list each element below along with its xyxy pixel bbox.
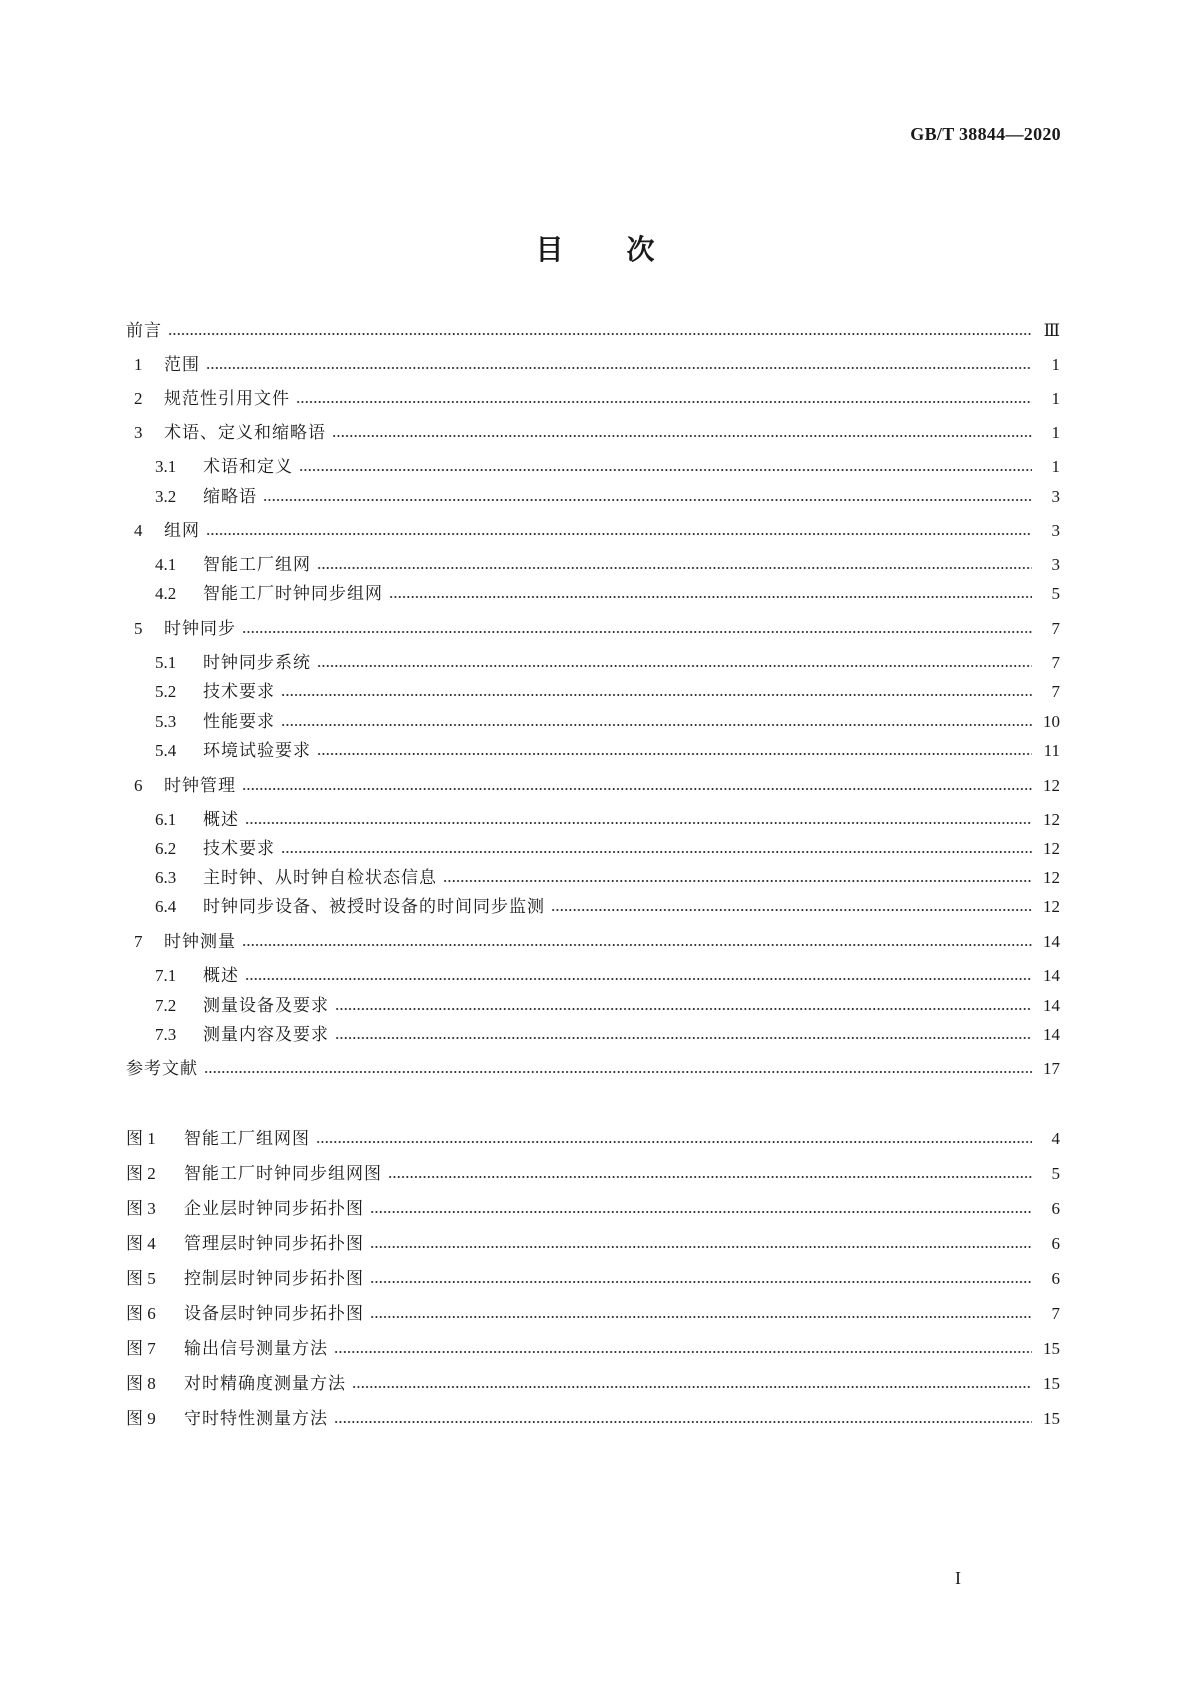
toc-entry-page: 1 bbox=[1051, 355, 1060, 374]
figure-list-entry[interactable] bbox=[126, 1126, 1060, 1152]
toc-entry[interactable] bbox=[134, 352, 1060, 378]
figure-list-entry[interactable] bbox=[126, 1266, 1060, 1292]
toc-entry-number: 5.3 bbox=[155, 712, 177, 731]
toc-entry-number: 7.1 bbox=[155, 966, 177, 985]
toc-entry-label: 缩略语 bbox=[203, 487, 257, 507]
toc-entry-number: 7.3 bbox=[155, 1025, 177, 1044]
standard-code: GB/T 38844—2020 bbox=[910, 124, 1061, 144]
toc-entry-number: 2 bbox=[134, 389, 143, 408]
dot-leader bbox=[245, 822, 1032, 824]
figure-page: 6 bbox=[1051, 1269, 1060, 1288]
figure-number: 图 2 bbox=[126, 1164, 156, 1183]
dot-leader bbox=[443, 880, 1032, 882]
figure-page: 15 bbox=[1043, 1339, 1060, 1358]
toc-entry-label: 规范性引用文件 bbox=[164, 389, 290, 409]
figure-title: 对时精确度测量方法 bbox=[184, 1374, 346, 1394]
toc-entry-page: 14 bbox=[1043, 1025, 1060, 1044]
toc-entry-number: 4 bbox=[134, 521, 143, 540]
toc-entry-page: 12 bbox=[1043, 839, 1060, 858]
toc-entry-number: 3.1 bbox=[155, 457, 177, 476]
dot-leader bbox=[352, 1386, 1032, 1388]
figure-list-entry[interactable] bbox=[126, 1406, 1060, 1432]
figure-page: 6 bbox=[1051, 1234, 1060, 1253]
toc-entry-page: 10 bbox=[1043, 712, 1060, 731]
page-number: I bbox=[955, 1568, 961, 1588]
figure-number: 图 4 bbox=[126, 1234, 156, 1253]
toc-entry-label: 参考文献 bbox=[126, 1059, 198, 1079]
dot-leader bbox=[299, 469, 1032, 471]
toc-entry-number: 7.2 bbox=[155, 996, 177, 1015]
toc-entry-label: 概述 bbox=[203, 810, 239, 830]
toc-entry[interactable] bbox=[155, 738, 1060, 764]
toc-entry-page: 1 bbox=[1051, 389, 1060, 408]
figure-number: 图 9 bbox=[126, 1409, 156, 1428]
toc-entry-page: 7 bbox=[1051, 653, 1060, 672]
toc-entry-label: 主时钟、从时钟自检状态信息 bbox=[203, 868, 437, 888]
toc-entry-number: 6 bbox=[134, 776, 143, 795]
figure-title: 输出信号测量方法 bbox=[184, 1339, 328, 1359]
dot-leader bbox=[168, 333, 1032, 335]
toc-entry-label: 时钟测量 bbox=[164, 932, 236, 952]
toc-entry[interactable] bbox=[126, 318, 1060, 344]
figure-list-entry[interactable] bbox=[126, 1161, 1060, 1187]
toc-entry-number: 5 bbox=[134, 619, 143, 638]
toc-entry[interactable] bbox=[155, 836, 1060, 862]
toc-entry-label: 性能要求 bbox=[203, 712, 275, 732]
dot-leader bbox=[370, 1211, 1032, 1213]
figure-number: 图 7 bbox=[126, 1339, 156, 1358]
figure-number: 图 3 bbox=[126, 1199, 156, 1218]
dot-leader bbox=[370, 1246, 1032, 1248]
toc-entry-label: 技术要求 bbox=[203, 839, 275, 859]
dot-leader bbox=[316, 1141, 1032, 1143]
toc-entry-page: 14 bbox=[1043, 932, 1060, 951]
dot-leader bbox=[263, 499, 1032, 501]
toc-entry[interactable] bbox=[155, 709, 1060, 735]
dot-leader bbox=[317, 753, 1032, 755]
toc-entry-page: 14 bbox=[1043, 966, 1060, 985]
figure-title: 企业层时钟同步拓扑图 bbox=[184, 1199, 364, 1219]
figure-list-entry[interactable] bbox=[126, 1231, 1060, 1257]
figure-title: 设备层时钟同步拓扑图 bbox=[184, 1304, 364, 1324]
toc-entry[interactable] bbox=[155, 581, 1060, 607]
toc-entry-label: 前言 bbox=[126, 321, 162, 341]
toc-entry-label: 技术要求 bbox=[203, 682, 275, 702]
title-char-1: 目 bbox=[535, 233, 565, 266]
figure-number: 图 5 bbox=[126, 1269, 156, 1288]
toc-entry[interactable] bbox=[155, 650, 1060, 676]
figure-title: 控制层时钟同步拓扑图 bbox=[184, 1269, 364, 1289]
toc-entry-page: 1 bbox=[1051, 423, 1060, 442]
title-char-2: 次 bbox=[626, 233, 656, 266]
toc-entry[interactable] bbox=[155, 963, 1060, 989]
toc-entry-number: 5.1 bbox=[155, 653, 177, 672]
toc-entry-label: 术语、定义和缩略语 bbox=[164, 423, 326, 443]
page-title bbox=[0, 228, 1191, 268]
figure-title: 智能工厂组网图 bbox=[184, 1129, 310, 1149]
figure-list-entry[interactable] bbox=[126, 1336, 1060, 1362]
toc-entry-number: 3 bbox=[134, 423, 143, 442]
toc-entry-page: 11 bbox=[1043, 741, 1060, 760]
toc-entry-page: 7 bbox=[1051, 619, 1060, 638]
toc-entry[interactable] bbox=[155, 1022, 1060, 1048]
toc-entry-page: 17 bbox=[1043, 1059, 1060, 1078]
toc-entry-page: 12 bbox=[1043, 868, 1060, 887]
toc-entry-number: 6.4 bbox=[155, 897, 177, 916]
toc-entry-number: 4.2 bbox=[155, 584, 177, 603]
toc-entry[interactable] bbox=[155, 484, 1060, 510]
toc-entry-number: 1 bbox=[134, 355, 143, 374]
figure-list-entry[interactable] bbox=[126, 1301, 1060, 1327]
dot-leader bbox=[206, 367, 1032, 369]
toc-entry-label: 组网 bbox=[164, 521, 200, 541]
figure-page: 15 bbox=[1043, 1409, 1060, 1428]
toc-entry[interactable] bbox=[155, 807, 1060, 833]
toc-entry[interactable] bbox=[155, 865, 1060, 891]
toc-entry-number: 6.2 bbox=[155, 839, 177, 858]
dot-leader bbox=[281, 694, 1032, 696]
figure-title: 管理层时钟同步拓扑图 bbox=[184, 1234, 364, 1254]
toc-entry[interactable] bbox=[134, 616, 1060, 642]
dot-leader bbox=[242, 788, 1032, 790]
dot-leader bbox=[242, 944, 1032, 946]
toc-entry-page: 3 bbox=[1051, 487, 1060, 506]
toc-entry[interactable] bbox=[134, 773, 1060, 799]
dot-leader bbox=[334, 1421, 1032, 1423]
toc-entry[interactable] bbox=[134, 929, 1060, 955]
toc-entry[interactable] bbox=[134, 518, 1060, 544]
dot-leader bbox=[389, 596, 1032, 598]
figure-page: 5 bbox=[1051, 1164, 1060, 1183]
toc-entry-label: 时钟同步系统 bbox=[203, 653, 311, 673]
figure-list-entry[interactable] bbox=[126, 1196, 1060, 1222]
toc-entry-page: 12 bbox=[1043, 897, 1060, 916]
toc-entry-label: 概述 bbox=[203, 966, 239, 986]
toc-entry-page: 7 bbox=[1051, 682, 1060, 701]
toc-entry-label: 范围 bbox=[164, 355, 200, 375]
toc-entry-page: 1 bbox=[1051, 457, 1060, 476]
toc-entry-label: 测量内容及要求 bbox=[203, 1025, 329, 1045]
toc-entry-label: 环境试验要求 bbox=[203, 741, 311, 761]
dot-leader bbox=[551, 909, 1032, 911]
toc-entry-label: 测量设备及要求 bbox=[203, 996, 329, 1016]
figure-number: 图 8 bbox=[126, 1374, 156, 1393]
toc-entry-page: 5 bbox=[1051, 584, 1060, 603]
toc-entry-page: 12 bbox=[1043, 810, 1060, 829]
dot-leader bbox=[242, 631, 1032, 633]
dot-leader bbox=[370, 1281, 1032, 1283]
toc-entry-label: 时钟同步设备、被授时设备的时间同步监测 bbox=[203, 897, 545, 917]
toc-entry[interactable] bbox=[155, 894, 1060, 920]
figure-title: 守时特性测量方法 bbox=[184, 1409, 328, 1429]
toc-entry[interactable] bbox=[134, 420, 1060, 446]
dot-leader bbox=[206, 533, 1032, 535]
dot-leader bbox=[317, 665, 1032, 667]
toc-entry-page: 14 bbox=[1043, 996, 1060, 1015]
toc-entry-number: 7 bbox=[134, 932, 143, 951]
toc-entry[interactable] bbox=[155, 993, 1060, 1019]
toc-entry-label: 时钟管理 bbox=[164, 776, 236, 796]
dot-leader bbox=[370, 1316, 1032, 1318]
toc-entry[interactable] bbox=[155, 679, 1060, 705]
figure-number: 图 1 bbox=[126, 1129, 156, 1148]
figure-page: 15 bbox=[1043, 1374, 1060, 1393]
dot-leader bbox=[334, 1351, 1032, 1353]
figure-number: 图 6 bbox=[126, 1304, 156, 1323]
dot-leader bbox=[204, 1071, 1032, 1073]
toc-entry-page: 3 bbox=[1051, 521, 1060, 540]
toc-entry-number: 5.4 bbox=[155, 741, 177, 760]
toc-entry-number: 5.2 bbox=[155, 682, 177, 701]
dot-leader bbox=[332, 435, 1032, 437]
toc-entry-number: 3.2 bbox=[155, 487, 177, 506]
dot-leader bbox=[335, 1037, 1032, 1039]
toc-entry-number: 6.1 bbox=[155, 810, 177, 829]
toc-entry-number: 6.3 bbox=[155, 868, 177, 887]
toc-entry-page: Ⅲ bbox=[1043, 321, 1060, 340]
dot-leader bbox=[388, 1176, 1032, 1178]
toc-entry[interactable] bbox=[126, 1056, 1060, 1082]
toc-entry[interactable] bbox=[134, 386, 1060, 412]
toc-entry-label: 时钟同步 bbox=[164, 619, 236, 639]
toc-entry-label: 术语和定义 bbox=[203, 457, 293, 477]
figure-page: 4 bbox=[1051, 1129, 1060, 1148]
toc-entry[interactable] bbox=[155, 454, 1060, 480]
dot-leader bbox=[296, 401, 1032, 403]
figure-page: 6 bbox=[1051, 1199, 1060, 1218]
toc-entry-number: 4.1 bbox=[155, 555, 177, 574]
toc-entry-label: 智能工厂时钟同步组网 bbox=[203, 584, 383, 604]
dot-leader bbox=[281, 724, 1032, 726]
toc-entry-page: 12 bbox=[1043, 776, 1060, 795]
figure-list-entry[interactable] bbox=[126, 1371, 1060, 1397]
toc-entry-label: 智能工厂组网 bbox=[203, 555, 311, 575]
dot-leader bbox=[281, 851, 1032, 853]
dot-leader bbox=[317, 567, 1032, 569]
figure-page: 7 bbox=[1051, 1304, 1060, 1323]
dot-leader bbox=[335, 1008, 1032, 1010]
dot-leader bbox=[245, 978, 1032, 980]
figure-title: 智能工厂时钟同步组网图 bbox=[184, 1164, 382, 1184]
toc-entry-page: 3 bbox=[1051, 555, 1060, 574]
toc-entry[interactable] bbox=[155, 552, 1060, 578]
